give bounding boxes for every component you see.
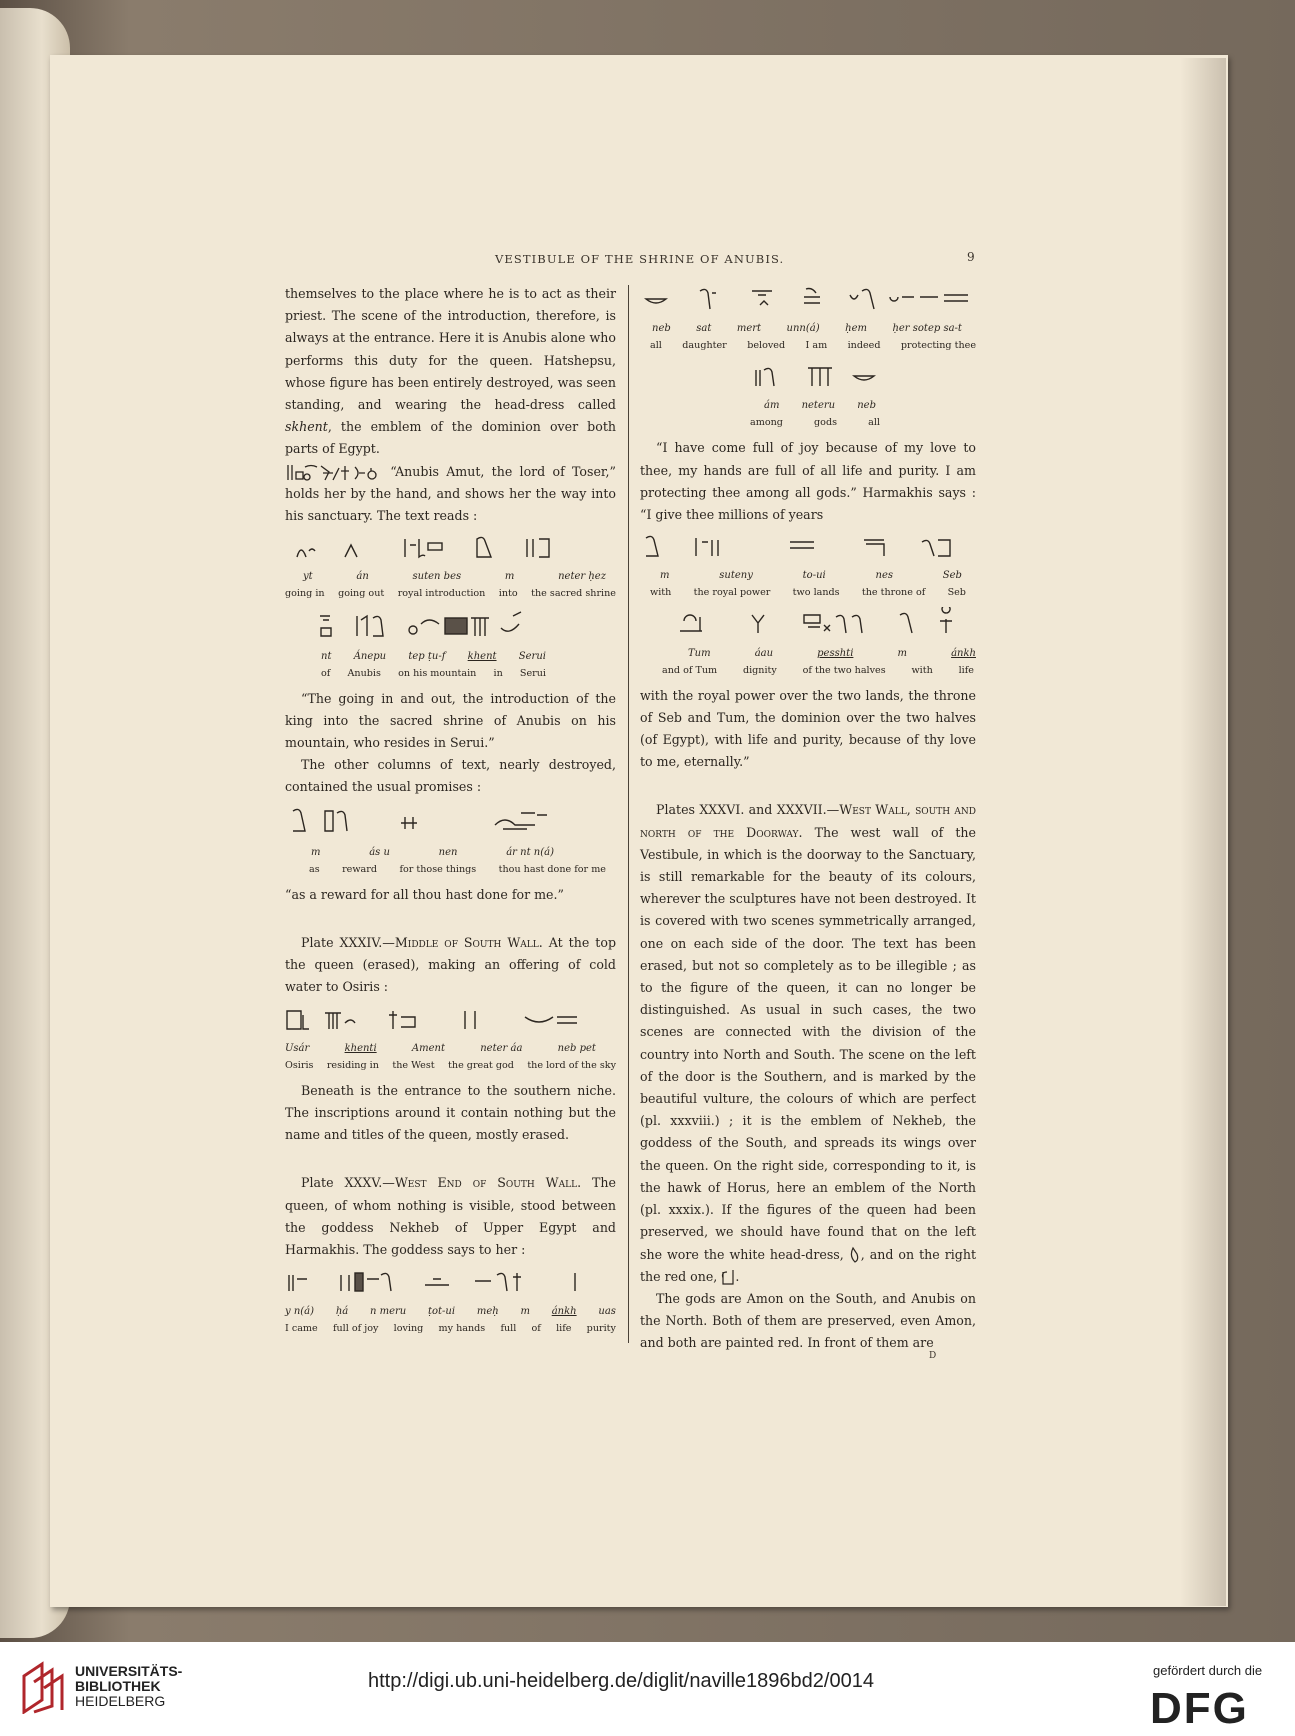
hieroglyph-block-7 (750, 360, 880, 431)
hieroglyph-block-9 (640, 607, 976, 678)
transliteration-row: m ás u nen ár nt n(á) (311, 846, 554, 858)
hieroglyph-row-icon (640, 530, 976, 560)
hieroglyph-row-icon (285, 608, 616, 640)
transliteration-row: Tum áau pesshti m ánkh (688, 647, 976, 659)
translation-row: all daughter beloved I am indeed protecting thee (650, 340, 976, 352)
plate-xxxv-paragraph: Plate XXXV.—West End of South Wall. The queen, of whom nothing is visible, stood between the goddess Nekheb of Upper Egypt and Harmakhis. The goddess says to her : (285, 1175, 616, 1258)
transliteration-row: y n(á) ḥá n meru ṭot-ui meḥ m ánkh uas (285, 1305, 616, 1317)
paragraph: with the royal power over the two lands, the throne of Seb and Tum, the dominion over the two halves (of Egypt), with life and purity, because of thy love to me, eternally.” (640, 687, 976, 770)
plates-xxxvi-xxxvii-paragraph: Plates XXXVI. and XXXVII.—West Wall, south and north of the Doorway. The west wall of the Vestibule, in which is the doorway to the Sanctuary, is still remarkable for the beauty of its colours, wherever the sculptures have not been destroyed. It is covered with two scenes symmetrically arranged, one on each side of the door. The text has been erased, but not so completely as to be illegible ; as to the figure of the queen, it can no longer be distinguished. As usual in such cases, the two scenes are connected with the division of the country into North and South. The scene on the left of the door is the Southern, and is marked by the beautiful vulture, the colours of which are perfect (pl. xxxviii.) ; it is the emblem of Nekheb, the goddess of the South, and spreads its wings over the queen. On the right side, corresponding to it, is the hawk of Horus, here an emblem of the North (pl. xxxix.). If the figures of the queen had been preserved, we should have found that on the left she wore the white head-dress, , and on the right the red one, . (640, 799, 976, 1287)
term-skhent: skhent (285, 419, 328, 435)
university-library-logo-icon (20, 1660, 70, 1714)
white-crown-icon (849, 1246, 861, 1264)
translation-row: I came full of joy loving my hands full of life purity (285, 1322, 616, 1334)
hieroglyph-row-icon (640, 283, 976, 313)
hieroglyph-row-icon (285, 1003, 616, 1033)
paragraph: “The going in and out, the introduction of the king into the sacred shrine of Anubis on his mountain, who resides in Serui.” (285, 690, 616, 751)
hieroglyph-block-2 (285, 608, 616, 681)
paragraph: Beneath is the entrance to the southern niche. The inscriptions around it contain nothing but the name and titles of the queen, mostly erased. (285, 1082, 616, 1143)
left-column (285, 283, 616, 1343)
hieroglyph-inline-icon (285, 463, 383, 481)
paragraph: “Anubis Amut, the lord of Toser,” holds her by the hand, and shows her the way into his sanctuary. The text reads : (285, 463, 616, 524)
translation-row: of Anubis on his mountain in Serui (321, 667, 546, 679)
book-page (50, 55, 1228, 1607)
paragraph: “I have come full of joy because of my love to thee, my hands are full of all life and purity. I am protecting thee among all gods.” Harmakhis says : “I give thee millions of years (640, 440, 976, 523)
source-url-link[interactable]: http://digi.ub.uni-heidelberg.de/diglit/naville1896bd2/0014 (368, 1670, 874, 1692)
paragraph: The other columns of text, nearly destroyed, contained the usual promises : (285, 757, 616, 795)
page-stack-edge (1180, 58, 1226, 1606)
translation-row: as reward for those things thou hast done for me (309, 863, 606, 875)
running-head: VESTIBULE OF THE SHRINE OF ANUBIS. (495, 252, 785, 266)
hieroglyph-block-8 (640, 530, 976, 601)
paragraph: themselves to the place where he is to act as their priest. The scene of the introduction, therefore, is always at the entrance. Here it is Anubis alone who performs this duty for the queen. Hatshepsu, whose figure has been entirely destroyed, was seen standing, and wearing the head-dress called skhent, the emblem of the dominion over both parts of Egypt. (285, 286, 616, 457)
translation-row: and of Tum dignity of the two halves with life (662, 664, 974, 676)
transliteration-row: Usár khenti Ament neter áa neb pet (285, 1042, 596, 1054)
column-divider (628, 285, 629, 1343)
hieroglyph-row-icon (640, 607, 976, 637)
hieroglyph-row-icon (285, 803, 616, 837)
hieroglyph-block-6 (640, 283, 976, 354)
paragraph: The gods are Amon on the South, and Anubis on the North. Both of them are preserved, even Amon, and both are painted red. In front of them are (640, 1290, 976, 1351)
transliteration-row: ám neteru neb (764, 400, 876, 412)
hieroglyph-block-3 (285, 803, 616, 878)
page-number: 9 (967, 250, 975, 264)
hieroglyph-block-5 (285, 1265, 616, 1336)
translation-row: with the royal power two lands the throne of Seb (650, 587, 966, 599)
funded-by-label: gefördert durch die (1153, 1663, 1263, 1678)
red-crown-icon (721, 1268, 735, 1286)
svg-text:DFG: DFG (1150, 1685, 1249, 1727)
transliteration-row: m suteny to-ui nes Seb (660, 570, 962, 582)
library-name: UNIVERSITÄTS- BIBLIOTHEK HEIDELBERG (75, 1663, 183, 1709)
printer-signature: D (929, 1351, 937, 1361)
paragraph: “as a reward for all thou hast done for me.” (285, 886, 564, 902)
translation-row: Osiris residing in the West the great god the lord of the sky (285, 1059, 616, 1071)
hieroglyph-row-icon (285, 1265, 616, 1295)
hieroglyph-row-icon (285, 531, 616, 561)
hieroglyph-block-4 (285, 1003, 616, 1074)
translation-row: among gods all (750, 417, 880, 429)
hieroglyph-row-icon (750, 360, 880, 390)
hieroglyph-block-1 (285, 531, 616, 602)
translation-row: going in going out royal introduction into the sacred shrine (285, 588, 616, 600)
dfg-logo-icon (1150, 1685, 1280, 1727)
transliteration-row: nt Ánepu tep ṭu-f khent Serui (321, 650, 546, 662)
transliteration-row: yt án suten bes m neter ḥez (303, 571, 606, 583)
transliteration-row: neb sat mert unn(á) ḥem ḥer sotep sa-t (652, 323, 962, 335)
right-column (640, 283, 976, 1355)
plate-xxxiv-paragraph: Plate XXXIV.—Middle of South Wall. At the top the queen (erased), making an offering of cold water to Osiris : (285, 935, 617, 995)
